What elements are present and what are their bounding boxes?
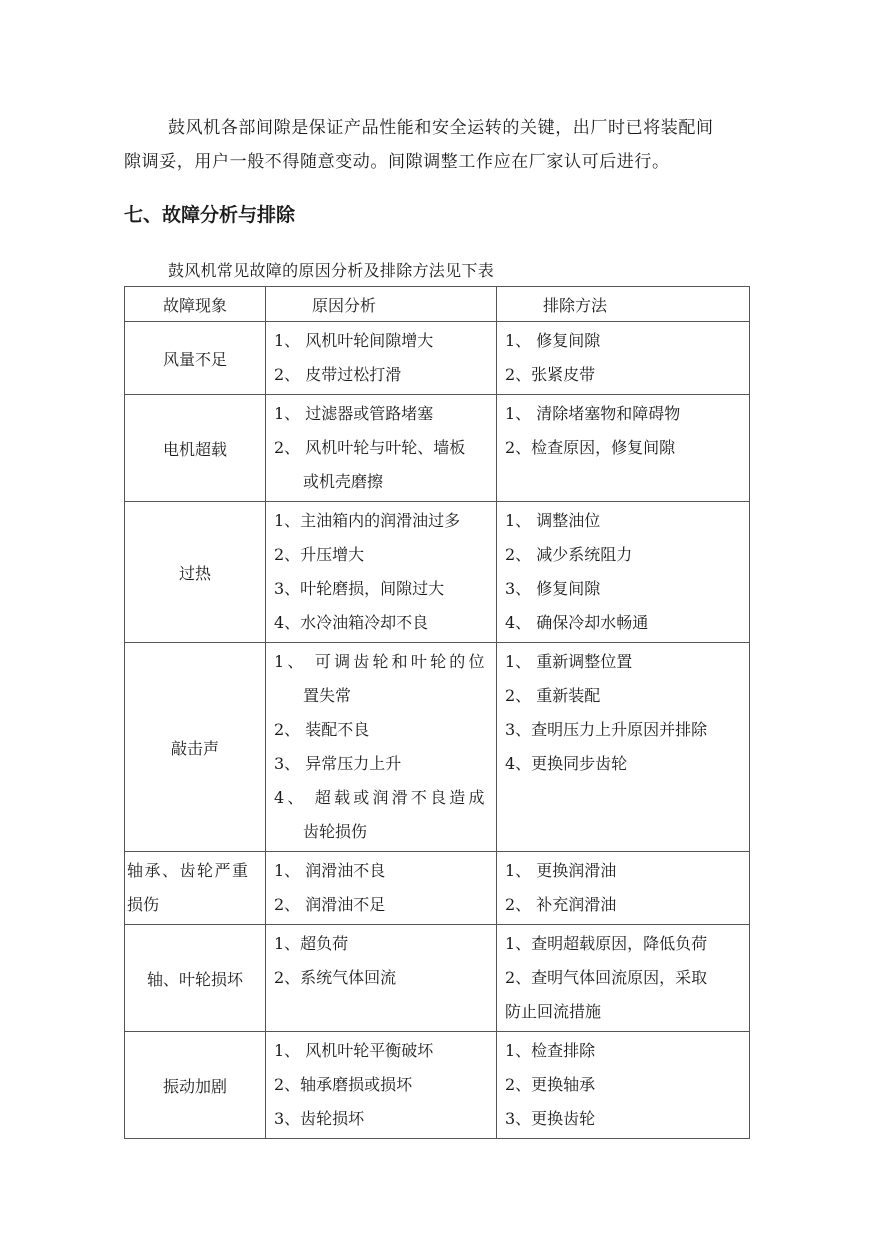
symptom-line: 损伤 [127, 895, 160, 914]
cause-cell [266, 852, 497, 925]
remedy-line: 1、 修复间隙 [505, 331, 601, 350]
symptom-line: 轴承、齿轮严重 [127, 861, 250, 880]
cause-line: 4、 超载或润滑不良造成 [274, 788, 488, 807]
remedy-cell [497, 1032, 750, 1139]
remedy-line: 2、 减少系统阻力 [505, 545, 633, 564]
cause-line: 1、 风机叶轮间隙增大 [274, 331, 434, 350]
cause-cell [266, 322, 497, 395]
remedy-line: 1、 更换润滑油 [505, 861, 617, 880]
remedy-line: 1、 重新调整位置 [505, 652, 633, 671]
cause-line: 或机壳磨擦 [303, 472, 384, 491]
remedy-line: 1、检查排除 [505, 1041, 596, 1060]
remedy-line: 2、 重新装配 [505, 686, 601, 705]
table-row [125, 1032, 750, 1139]
cause-line: 2、 皮带过松打滑 [274, 365, 402, 384]
remedy-cell [497, 643, 750, 852]
cause-cell [266, 925, 497, 1032]
cause-line: 1、 润滑油不良 [274, 861, 386, 880]
fault-table [124, 286, 750, 1139]
cause-cell [266, 502, 497, 643]
cause-line: 2、 装配不良 [274, 720, 370, 739]
section-heading: 七、故障分析与排除 [124, 204, 296, 226]
table-row [125, 322, 750, 395]
remedy-line: 2、 补充润滑油 [505, 895, 617, 914]
cause-line: 1、 过滤器或管路堵塞 [274, 404, 434, 423]
symptom-cell [125, 852, 266, 925]
cause-cell [266, 643, 497, 852]
cause-line: 置失常 [303, 686, 352, 705]
remedy-line: 防止回流措施 [505, 1002, 602, 1021]
remedy-line: 2、张紧皮带 [505, 365, 596, 384]
remedy-cell [497, 502, 750, 643]
intro-line-2: 隙调妥，用户一般不得随意变动。间隙调整工作应在厂家认可后进行。 [124, 152, 670, 172]
cause-line: 1、 可调齿轮和叶轮的位 [274, 652, 488, 671]
remedy-line: 2、更换轴承 [505, 1075, 596, 1094]
table-row [125, 925, 750, 1032]
cause-line: 3、 异常压力上升 [274, 754, 402, 773]
remedy-line: 4、 确保冷却水畅通 [505, 613, 649, 632]
table-caption: 鼓风机常见故障的原因分析及排除方法见下表 [168, 261, 495, 280]
remedy-cell [497, 925, 750, 1032]
cause-cell [266, 395, 497, 502]
symptom-cell: 电机超载 [125, 395, 266, 502]
remedy-line: 1、查明超载原因，降低负荷 [505, 934, 708, 953]
cause-line: 1、超负荷 [274, 934, 349, 953]
table-row [125, 395, 750, 502]
cause-line: 2、 润滑油不足 [274, 895, 386, 914]
cause-line: 2、升压增大 [274, 545, 365, 564]
cause-line: 1、 风机叶轮平衡破坏 [274, 1041, 434, 1060]
cause-line: 1、主油箱内的润滑油过多 [274, 511, 461, 530]
symptom-cell: 敲击声 [125, 643, 266, 852]
remedy-line: 1、 调整油位 [505, 511, 601, 530]
header-cause: 原因分析 [266, 287, 497, 322]
cause-line: 2、轴承磨损或损坏 [274, 1075, 413, 1094]
table-row [125, 643, 750, 852]
remedy-line: 1、 清除堵塞物和障碍物 [505, 404, 681, 423]
cause-line: 3、叶轮磨损，间隙过大 [274, 579, 445, 598]
table-row [125, 502, 750, 643]
table-header-row [125, 287, 750, 322]
cause-line: 齿轮损伤 [303, 822, 368, 841]
symptom-cell: 轴、叶轮损坏 [125, 925, 266, 1032]
header-remedy: 排除方法 [497, 287, 750, 322]
symptom-cell: 风量不足 [125, 322, 266, 395]
intro-paragraph [124, 111, 748, 179]
remedy-line: 3、查明压力上升原因并排除 [505, 720, 708, 739]
cause-line: 4、水冷油箱冷却不良 [274, 613, 429, 632]
remedy-line: 3、更换齿轮 [505, 1109, 596, 1128]
header-symptom: 故障现象 [125, 287, 266, 322]
remedy-cell [497, 322, 750, 395]
remedy-cell [497, 395, 750, 502]
cause-line: 2、 风机叶轮与叶轮、墙板 [274, 438, 466, 457]
remedy-line: 2、检查原因，修复间隙 [505, 438, 676, 457]
intro-line-1: 鼓风机各部间隙是保证产品性能和安全运转的关键，出厂时已将装配间 [168, 118, 714, 138]
remedy-line: 4、更换同步齿轮 [505, 754, 628, 773]
remedy-line: 3、 修复间隙 [505, 579, 601, 598]
cause-cell [266, 1032, 497, 1139]
symptom-cell: 过热 [125, 502, 266, 643]
remedy-line: 2、查明气体回流原因，采取 [505, 968, 708, 987]
symptom-cell: 振动加剧 [125, 1032, 266, 1139]
table-row [125, 852, 750, 925]
remedy-cell [497, 852, 750, 925]
cause-line: 3、齿轮损坏 [274, 1109, 365, 1128]
cause-line: 2、系统气体回流 [274, 968, 397, 987]
